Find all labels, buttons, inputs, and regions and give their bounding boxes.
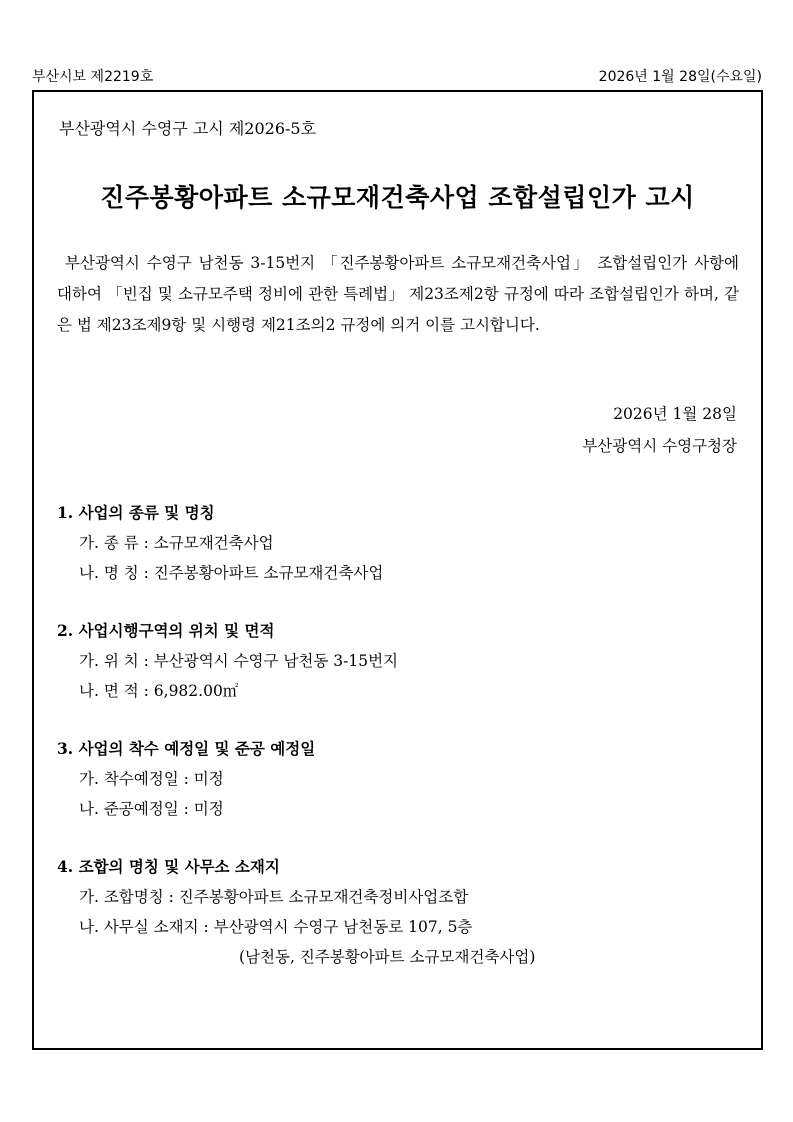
notice-issuer: 부산광역시 수영구청장 — [582, 437, 737, 455]
section-title: 1. 사업의 종류 및 명칭 — [57, 503, 215, 522]
section-item: 가. 조합명칭 : 진주봉황아파트 소규모재건축정비사업조합 — [79, 888, 469, 906]
section-schedule — [57, 734, 315, 824]
section-title: 2. 사업시행구역의 위치 및 면적 — [57, 621, 275, 640]
section-title: 4. 조합의 명칭 및 사무소 소재지 — [57, 857, 280, 876]
notice-title: 진주봉황아파트 소규모재건축사업 조합설립인가 고시 — [100, 183, 695, 212]
section-item: 나. 면 적 : 6,982.00㎡ — [79, 682, 239, 700]
notice-date: 2026년 1월 28일 — [613, 405, 737, 423]
section-item: 나. 사무실 소재지 : 부산광역시 수영구 남천동로 107, 5층 — [79, 918, 473, 936]
gazette-issue: 부산시보 제2219호 — [32, 69, 154, 85]
notice-body: 부산광역시 수영구 남천동 3-15번지 「진주봉황아파트 소규모재건축사업」 조합설립인가 사항에 대하여 「빈집 및 소규모주택 정비에 관한 특례법」 제23조제2항 규정에 따라 조합설립인가 하며, 같은 법 제23조제9항 및 시행령 제21조의2 규정에 의거 이를 고시합니다. — [57, 254, 739, 334]
section-business-type — [57, 498, 383, 588]
section-location-area — [57, 616, 398, 706]
section-item: 가. 위 치 : 부산광역시 수영구 남천동 3-15번지 — [79, 652, 399, 670]
section-item: 가. 종 류 : 소규모재건축사업 — [79, 534, 274, 552]
section-association — [57, 852, 535, 972]
page-header — [32, 66, 762, 86]
section-title: 3. 사업의 착수 예정일 및 준공 예정일 — [57, 739, 316, 758]
signature-block — [582, 398, 737, 462]
section-item: 나. 준공예정일 : 미정 — [79, 800, 224, 818]
gazette-date: 2026년 1월 28일(수요일) — [598, 69, 762, 85]
section-item-continuation: (남천동, 진주봉황아파트 소규모재건축사업) — [239, 948, 536, 966]
section-item: 가. 착수예정일 : 미정 — [79, 770, 224, 788]
notice-frame — [32, 90, 763, 1050]
notice-number: 부산광역시 수영구 고시 제2026-5호 — [59, 119, 317, 138]
section-item: 나. 명 칭 : 진주봉황아파트 소규모재건축사업 — [79, 564, 384, 582]
